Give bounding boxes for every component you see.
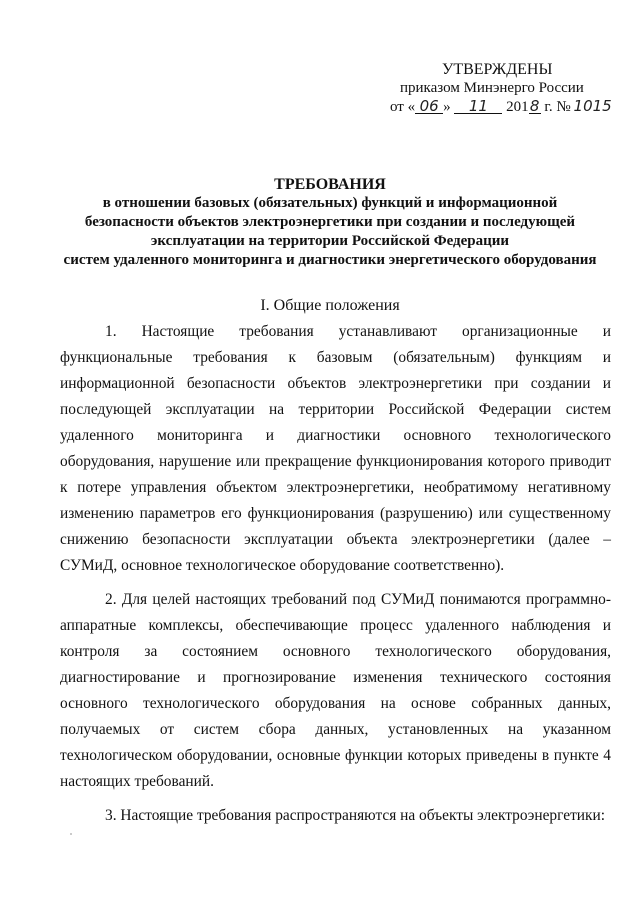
title-line-2: в отношении базовых (обязательных) функций и информационной [102,195,558,211]
approval-from: от « [390,99,416,115]
scan-speck [70,833,72,835]
paragraph-2: 2. Для целей настоящих требований под СУМиД понимаются программно-аппаратные комплексы, обеспечивающие процесс удаленного наблюдения и контроля за состоянием основного технологического оборудования, диагностирование и прогнозирование изменения технического состояния основного технологического оборудования на основе собранных данных, получаемых от систем сбора данных, установленных на указанном технологическом оборудовании, основные функции которых приведены в пункте 4 настоящих требований. [60,591,611,790]
title-line-1: ТРЕБОВАНИЯ [274,176,386,193]
approval-order-line: приказом Минэнерго России [400,80,584,96]
approval-number: 1015 [573,97,612,115]
section-heading: I. Общие положения [260,297,400,314]
paragraph-3: 3. Настоящие требования распространяются на объекты электроэнергетики: [105,807,606,824]
approval-year-digit: 8 [529,97,540,115]
approval-year-prefix: 201 [506,99,529,115]
approval-date-line [390,98,630,117]
title-line-3: безопасности объектов электроэнергетики при создании и последующей [84,214,576,230]
approval-month: 11 [454,99,502,114]
approval-stamp [390,60,630,117]
title-line-4: эксплуатации на территории Российской Федерации [150,233,510,249]
paragraph-1: 1. Настоящие требования устанавливают организационные и функциональные требования к базовым (обязательным) функциям и информационной безопасности объектов электроэнергетики при создании и последующей эксплуатации на территории Российской Федерации систем удаленного мониторинга и диагностики основного технологического оборудования, нарушение или прекращение функционирования которого приводит к потере управления объектом электроэнергетики, необратимому негативному изменению параметров его функционирования (разрушению) или существенному снижению безопасности эксплуатации объекта электроэнергетики (далее – СУМиД, основное технологическое оборудование соответственно). [60,323,611,574]
approval-g-no: г. № [540,99,571,115]
approval-day-close: » [443,99,451,115]
document-title [40,175,620,270]
title-line-5: систем удаленного мониторинга и диагностики энергетического оборудования [63,252,597,268]
approval-day: 06 [415,99,443,114]
approval-heading: УТВЕРЖДЕНЫ [442,61,553,78]
document-body [60,319,611,829]
